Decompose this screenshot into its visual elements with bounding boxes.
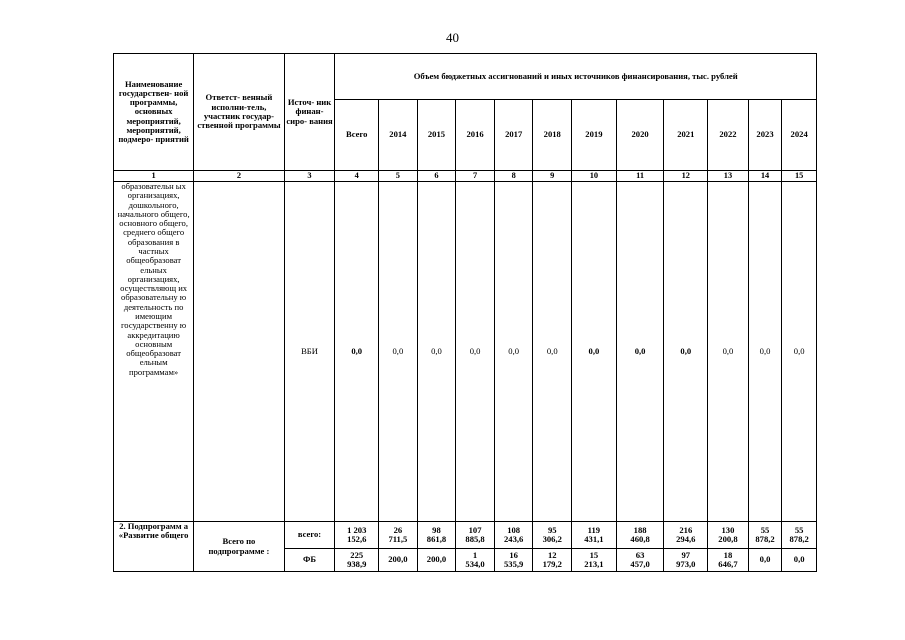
column-number: 7	[456, 171, 495, 182]
row-value: 0,0	[748, 182, 782, 522]
row-value: 55 878,2	[782, 522, 817, 549]
column-number: 3	[284, 171, 335, 182]
row-value: 200,0	[417, 549, 456, 572]
row-value: 1 534,0	[456, 549, 495, 572]
row-value: 18 646,7	[708, 549, 749, 572]
row-value: 107 885,8	[456, 522, 495, 549]
row-value: 0,0	[494, 182, 533, 522]
row-value-total: 225 938,9	[335, 549, 379, 572]
row-value: 0,0	[782, 182, 817, 522]
row-value-total: 1 203 152,6	[335, 522, 379, 549]
table-row-vbi	[114, 182, 817, 522]
row-program-name: образовательн ых организациях, дошкольного, начального общего, основного общего, среднего общего образования в частных общеобразоват ельных организациях, осуществляющ их образовательну ю деятельность по имеющим государственну ю аккредитацию основным общеобразоват ельным программам»	[114, 182, 194, 522]
header-row-top	[114, 54, 817, 100]
subprogram-executor: Всего по подпрограмме :	[194, 522, 284, 572]
row-value-total: 0,0	[335, 182, 379, 522]
row-value: 16 535,9	[494, 549, 533, 572]
header-year: 2020	[616, 100, 664, 171]
header-year: 2019	[572, 100, 617, 171]
column-number: 13	[708, 171, 749, 182]
column-number: 10	[572, 171, 617, 182]
row-value: 0,0	[708, 182, 749, 522]
column-number: 5	[379, 171, 418, 182]
column-number-row	[114, 171, 817, 182]
row-value: 119 431,1	[572, 522, 617, 549]
row-source: ФБ	[284, 549, 335, 572]
row-value: 108 243,6	[494, 522, 533, 549]
row-value: 15 213,1	[572, 549, 617, 572]
column-number: 4	[335, 171, 379, 182]
subprogram-name: 2. Подпрограмм а «Развитие общего	[114, 522, 194, 572]
row-value: 98 861,8	[417, 522, 456, 549]
row-value: 0,0	[417, 182, 456, 522]
row-value: 55 878,2	[748, 522, 782, 549]
header-funding: Объем бюджетных ассигнований и иных источников финансирования, тыс. рублей	[335, 54, 817, 100]
row-value: 26 711,5	[379, 522, 418, 549]
column-number: 15	[782, 171, 817, 182]
row-source: всего:	[284, 522, 335, 549]
row-value: 97 973,0	[664, 549, 708, 572]
header-year: 2017	[494, 100, 533, 171]
header-total: Всего	[335, 100, 379, 171]
row-value: 0,0	[748, 549, 782, 572]
column-number: 2	[194, 171, 284, 182]
row-value: 200,0	[379, 549, 418, 572]
header-year: 2015	[417, 100, 456, 171]
row-value: 63 457,0	[616, 549, 664, 572]
row-value: 0,0	[456, 182, 495, 522]
column-number: 11	[616, 171, 664, 182]
budget-allocation-table	[113, 53, 817, 572]
row-value: 12 179,2	[533, 549, 572, 572]
page-number: 40	[446, 30, 459, 45]
column-number: 1	[114, 171, 194, 182]
row-value: 95 306,2	[533, 522, 572, 549]
header-executor: Ответст- венный исполни-тель, участник государ- ственной программы	[194, 54, 284, 171]
row-value: 0,0	[664, 182, 708, 522]
row-value: 216 294,6	[664, 522, 708, 549]
row-value: 0,0	[533, 182, 572, 522]
row-value: 0,0	[572, 182, 617, 522]
column-number: 6	[417, 171, 456, 182]
header-year: 2018	[533, 100, 572, 171]
row-value: 0,0	[379, 182, 418, 522]
table-row-subprogram-total	[114, 522, 817, 549]
row-executor	[194, 182, 284, 522]
header-year: 2016	[456, 100, 495, 171]
row-source: ВБИ	[284, 182, 335, 522]
row-value: 188 460,8	[616, 522, 664, 549]
header-year: 2022	[708, 100, 749, 171]
row-value: 130 200,8	[708, 522, 749, 549]
header-year: 2021	[664, 100, 708, 171]
row-value: 0,0	[782, 549, 817, 572]
header-source: Источ- ник финан- сиро- вания	[284, 54, 335, 171]
column-number: 8	[494, 171, 533, 182]
column-number: 9	[533, 171, 572, 182]
header-year: 2023	[748, 100, 782, 171]
header-year: 2014	[379, 100, 418, 171]
row-value: 0,0	[616, 182, 664, 522]
header-program: Наименование государствен- ной программы, основных мероприятий, мероприятий, подмеро- приятий	[114, 54, 194, 171]
header-year: 2024	[782, 100, 817, 171]
column-number: 14	[748, 171, 782, 182]
column-number: 12	[664, 171, 708, 182]
